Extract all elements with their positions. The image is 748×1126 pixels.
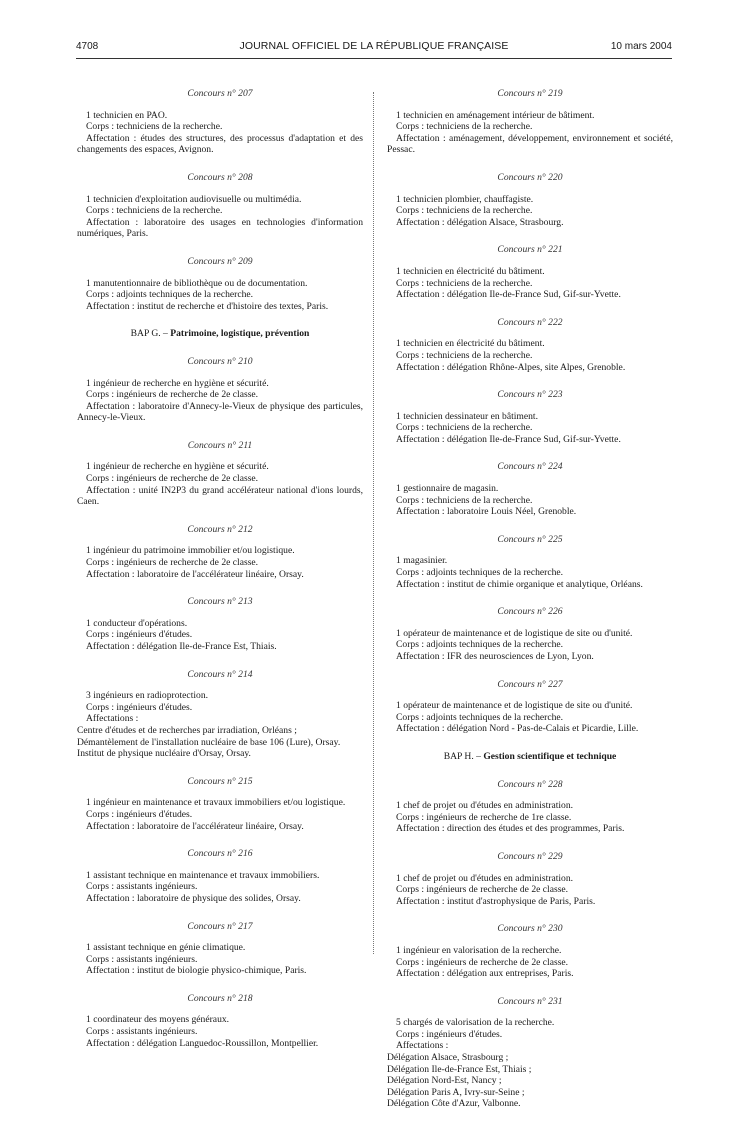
column-divider xyxy=(373,92,374,954)
concours-entry xyxy=(387,606,673,662)
entry-line: 1 magasinier. xyxy=(396,555,448,567)
entry-line: Affectation : délégation Ile-de-France Est, Thiais. xyxy=(86,641,277,652)
entry-line: Corps : assistants ingénieurs. xyxy=(86,953,198,965)
entry-line: Affectation : laboratoire de l'accélérateur linéaire, Orsay. xyxy=(86,568,304,580)
entry-line: 5 chargés de valorisation de la recherche. xyxy=(396,1017,555,1029)
concours-number: Concours n° 228 xyxy=(497,778,563,790)
concours-number: Concours n° 210 xyxy=(187,355,253,367)
concours-entry xyxy=(387,779,673,835)
concours-entry xyxy=(77,596,363,652)
entry-line: 1 assistant technique en génie climatique. xyxy=(86,942,246,954)
entry-line: Affectation : laboratoire de l'accélérateur linéaire, Orsay. xyxy=(86,820,304,832)
entry-line: Corps : ingénieurs de recherche de 2e classe. xyxy=(86,389,259,401)
concours-entry xyxy=(387,244,673,300)
concours-number: Concours n° 230 xyxy=(497,923,563,935)
entry-line: Affectation : institut d'astrophysique de Paris, Paris. xyxy=(396,895,596,907)
concours-entry xyxy=(77,776,363,832)
concours-number: Concours n° 223 xyxy=(497,389,563,401)
concours-number: Concours n° 216 xyxy=(187,848,253,860)
concours-entry xyxy=(387,88,673,156)
concours-number: Concours n° 214 xyxy=(187,668,253,680)
entry-line: Corps : techniciens de la recherche. xyxy=(86,205,223,217)
entry-line: Corps : techniciens de la recherche. xyxy=(396,205,533,217)
entry-line: 1 assistant technique en maintenance et travaux immobiliers. xyxy=(86,869,320,881)
concours-number: Concours n° 217 xyxy=(187,920,253,932)
entry-line: Affectation : laboratoire des usages en technologies d'information numériques, Paris. xyxy=(77,216,363,240)
entry-line: Corps : ingénieurs de recherche de 2e classe. xyxy=(396,956,569,968)
entry-line: Affectation : délégation Rhône-Alpes, site Alpes, Grenoble. xyxy=(396,361,626,373)
issue-date: 10 mars 2004 xyxy=(610,41,672,52)
concours-number: Concours n° 221 xyxy=(497,244,563,256)
entry-line: Affectation : délégation Languedoc-Roussillon, Montpellier. xyxy=(86,1037,319,1049)
entry-line: Corps : ingénieurs de recherche de 2e classe. xyxy=(86,557,259,569)
entry-line: 1 chef de projet ou d'études en administration. xyxy=(396,872,574,884)
concours-number: Concours n° 208 xyxy=(187,171,253,183)
concours-entry xyxy=(387,461,673,517)
entry-line: 1 chef de projet ou d'études en administration. xyxy=(396,800,574,812)
entry-line: Affectation : délégation Nord - Pas-de-Calais et Picardie, Lille. xyxy=(396,723,639,735)
concours-entry xyxy=(77,356,363,424)
concours-number: Concours n° 222 xyxy=(497,316,563,328)
entry-line: Affectation : aménagement, développement, environnement et société, Pessac. xyxy=(387,132,673,156)
entry-line: Corps : adjoints techniques de la recherche. xyxy=(396,567,564,579)
entry-line: Corps : techniciens de la recherche. xyxy=(396,494,533,506)
concours-entry xyxy=(77,921,363,977)
entry-line: Délégation Côte d'Azur, Valbonne. xyxy=(387,1098,521,1110)
entry-line: Corps : adjoints techniques de la recherche. xyxy=(396,711,564,723)
entry-line: 1 gestionnaire de magasin. xyxy=(396,483,499,495)
journal-title: JOURNAL OFFICIEL DE LA RÉPUBLIQUE FRANÇAISE xyxy=(239,40,509,52)
entry-line: Délégation Ile-de-France Est, Thiais ; xyxy=(387,1063,532,1075)
section-prefix: BAP G. – xyxy=(130,328,171,340)
entry-line: Corps : ingénieurs de recherche de 1re classe. xyxy=(396,811,572,823)
concours-entry xyxy=(77,669,363,760)
concours-number: Concours n° 219 xyxy=(497,88,563,99)
section-heading xyxy=(387,751,673,763)
entry-line: Corps : techniciens de la recherche. xyxy=(396,422,533,434)
entry-line: 1 manutentionnaire de bibliothèque ou de documentation. xyxy=(86,277,308,289)
entry-line: Affectations : xyxy=(86,713,139,725)
concours-entry xyxy=(77,88,363,156)
entry-line: Corps : ingénieurs d'études. xyxy=(86,808,193,820)
concours-number: Concours n° 218 xyxy=(187,992,253,1004)
entry-line: Affectation : laboratoire de physique des solides, Orsay. xyxy=(86,892,301,904)
concours-entry xyxy=(387,317,673,373)
entry-line: 1 coordinateur des moyens généraux. xyxy=(86,1014,230,1026)
entry-line: Corps : ingénieurs de recherche de 2e classe. xyxy=(396,884,569,896)
entry-line: Affectation : délégation Ile-de-France Sud, Gif-sur-Yvette. xyxy=(396,289,621,301)
concours-entry xyxy=(387,679,673,735)
section-heading xyxy=(77,328,363,340)
entry-line: Affectation : direction des études et des programmes, Paris. xyxy=(396,823,625,835)
concours-number: Concours n° 227 xyxy=(497,678,563,690)
concours-number: Concours n° 224 xyxy=(497,461,563,473)
concours-number: Concours n° 209 xyxy=(187,255,253,267)
concours-entry xyxy=(77,440,363,508)
entry-line: Affectation : délégation aux entreprises, Paris. xyxy=(396,968,574,980)
concours-number: Concours n° 215 xyxy=(187,775,253,787)
section-title: Patrimoine, logistique, prévention xyxy=(170,328,310,340)
concours-number: Concours n° 229 xyxy=(497,850,563,862)
concours-number: Concours n° 212 xyxy=(187,523,253,535)
entry-line: 1 opérateur de maintenance et de logistique de site ou d'unité. xyxy=(396,700,633,712)
entry-line: 1 ingénieur de recherche en hygiène et sécurité. xyxy=(86,461,269,473)
entry-line: Délégation Paris A, Ivry-sur-Seine ; xyxy=(387,1086,525,1098)
section-title: Gestion scientifique et technique xyxy=(483,750,617,762)
entry-line: Corps : techniciens de la recherche. xyxy=(396,349,533,361)
concours-entry xyxy=(77,256,363,312)
entry-line: 3 ingénieurs en radioprotection. xyxy=(86,690,209,702)
concours-number: Concours n° 226 xyxy=(497,606,563,618)
entry-line: 1 technicien en aménagement intérieur de bâtiment. xyxy=(396,109,595,121)
entry-line: Corps : techniciens de la recherche. xyxy=(86,121,223,133)
entry-line: 1 technicien dessinateur en bâtiment. xyxy=(396,410,538,422)
entry-line: Affectation : IFR des neurosciences de Lyon, Lyon. xyxy=(396,651,594,662)
entry-line: 1 ingénieur du patrimoine immobilier et/ou logistique. xyxy=(86,545,295,557)
entry-line: Corps : assistants ingénieurs. xyxy=(86,881,198,893)
concours-entry xyxy=(77,848,363,904)
concours-number: Concours n° 220 xyxy=(497,171,563,183)
entry-line: Démantèlement de l'installation nucléaire de base 106 (Lure), Orsay. xyxy=(77,736,341,748)
entry-line: 1 opérateur de maintenance et de logistique de site ou d'unité. xyxy=(396,627,633,639)
entry-line: 1 technicien en électricité du bâtiment. xyxy=(396,265,545,277)
concours-entry xyxy=(77,993,363,1049)
entry-line: Délégation Alsace, Strasbourg ; xyxy=(387,1052,509,1064)
entry-line: Corps : ingénieurs d'études. xyxy=(396,1028,503,1040)
concours-entry xyxy=(387,534,673,590)
entry-line: 1 ingénieur de recherche en hygiène et sécurité. xyxy=(86,377,269,389)
entry-line: Affectation : institut de recherche et d'histoire des textes, Paris. xyxy=(86,300,329,312)
entry-line: Corps : techniciens de la recherche. xyxy=(396,277,533,289)
entry-line: Corps : techniciens de la recherche. xyxy=(396,121,533,133)
concours-number: Concours n° 225 xyxy=(497,533,563,545)
entry-line: Affectations : xyxy=(396,1040,449,1052)
section-prefix: BAP H. – xyxy=(443,750,484,762)
entry-line: Délégation Nord-Est, Nancy ; xyxy=(387,1075,502,1087)
concours-number: Concours n° 211 xyxy=(187,439,253,451)
entry-line: 1 technicien en électricité du bâtiment. xyxy=(396,338,545,350)
entry-line: Corps : ingénieurs d'études. xyxy=(86,629,193,641)
entry-line: Affectation : délégation Ile-de-France Sud, Gif-sur-Yvette. xyxy=(396,433,621,445)
page-number: 4708 xyxy=(76,41,99,52)
right-column xyxy=(387,88,673,1126)
entry-line: Corps : ingénieurs de recherche de 2e classe. xyxy=(86,473,259,485)
entry-line: Corps : ingénieurs d'études. xyxy=(86,701,193,713)
entry-line: 1 conducteur d'opérations. xyxy=(86,617,188,629)
entry-line: 1 technicien d'exploitation audiovisuelle ou multimédia. xyxy=(86,193,302,205)
entry-line: Centre d'études et de recherches par irradiation, Orléans ; xyxy=(77,724,297,736)
left-column xyxy=(77,88,363,1065)
entry-line: Affectation : délégation Alsace, Strasbourg. xyxy=(396,216,564,228)
header-rule xyxy=(76,58,672,59)
entry-line: Institut de physique nucléaire d'Orsay, Orsay. xyxy=(77,748,251,760)
entry-line: Corps : adjoints techniques de la recherche. xyxy=(86,289,254,301)
entry-line: Affectation : unité IN2P3 du grand accélérateur national d'ions lourds, Caen. xyxy=(77,484,363,508)
concours-number: Concours n° 213 xyxy=(187,596,253,608)
entry-line: Corps : assistants ingénieurs. xyxy=(86,1026,198,1038)
concours-number: Concours n° 207 xyxy=(187,88,253,99)
entry-line: Affectation : institut de biologie physico-chimique, Paris. xyxy=(86,965,307,977)
concours-entry xyxy=(387,851,673,907)
entry-line: 1 ingénieur en maintenance et travaux immobiliers et/ou logistique. xyxy=(86,797,346,809)
concours-entry xyxy=(387,923,673,979)
concours-entry xyxy=(387,996,673,1110)
concours-number: Concours n° 231 xyxy=(497,995,563,1007)
concours-entry xyxy=(77,524,363,580)
entry-line: Corps : adjoints techniques de la recherche. xyxy=(396,639,564,651)
entry-line: 1 ingénieur en valorisation de la recherche. xyxy=(396,944,562,956)
concours-entry xyxy=(387,389,673,445)
entry-line: Affectation : laboratoire Louis Néel, Grenoble. xyxy=(396,506,577,518)
concours-entry xyxy=(387,172,673,228)
entry-line: Affectation : institut de chimie organique et analytique, Orléans. xyxy=(396,578,643,590)
entry-line: Affectation : études des structures, des processus d'adaptation et des changements des espaces, Avignon. xyxy=(77,132,363,156)
page-header xyxy=(76,41,672,55)
entry-line: 1 technicien en PAO. xyxy=(86,109,168,121)
entry-line: Affectation : laboratoire d'Annecy-le-Vieux de physique des particules, Annecy-le-Vieux. xyxy=(77,400,363,424)
concours-entry xyxy=(77,172,363,240)
entry-line: 1 technicien plombier, chauffagiste. xyxy=(396,193,534,205)
